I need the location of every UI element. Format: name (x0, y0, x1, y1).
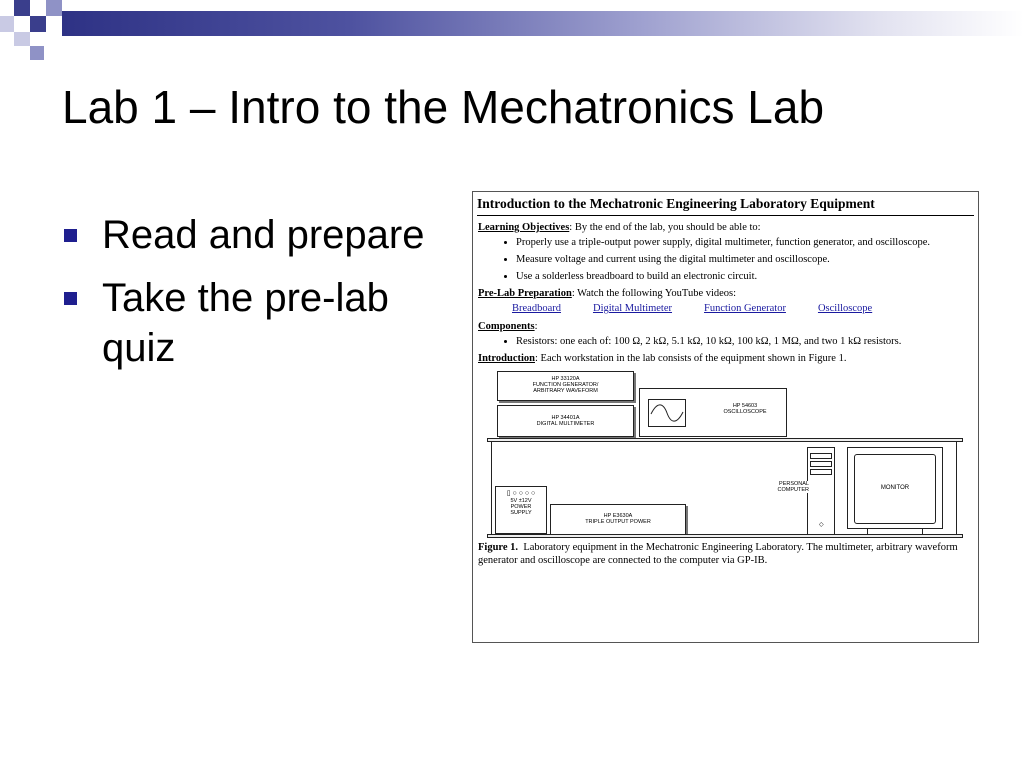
slide-title: Lab 1 – Intro to the Mechatronics Lab (62, 81, 825, 133)
lab-handout-image (472, 191, 979, 643)
objectives-list (473, 236, 978, 283)
prelab-paragraph: Pre-Lab Preparation: Watch the following YouTube videos: (478, 288, 737, 299)
component-item: • Resistors: one each of: 100 Ω, 2 kΩ, 5.1 kΩ, 10 kΩ, 100 kΩ, 1 MΩ, and two 1 kΩ resistors. (516, 335, 978, 348)
workstation-figure (487, 369, 965, 541)
handout-heading: Introduction to the Mechatronic Engineering Laboratory Equipment (477, 196, 875, 211)
heading-divider (477, 215, 974, 216)
bullet-list (62, 210, 452, 386)
header-gradient-bar (62, 11, 1024, 36)
objective-item: • Properly use a triple-output power supply, digital multimeter, function generator, and oscilloscope. (516, 236, 978, 249)
power-supply-knobs-icon: ▯ ○ ○ ○ ○ (506, 490, 536, 497)
deco-square (14, 0, 30, 16)
bullet-item: Read and prepare (62, 210, 452, 260)
video-link-multimeter[interactable]: Digital Multimeter (592, 303, 673, 314)
deco-square (14, 32, 30, 46)
introduction-paragraph: Introduction: Each workstation in the lab consists of the equipment shown in Figure 1. (478, 353, 847, 364)
video-links (512, 303, 978, 314)
deco-square (30, 0, 46, 16)
sine-wave-icon (648, 399, 686, 427)
bullet-item: Take the pre-lab quiz (62, 273, 452, 373)
objective-item: • Measure voltage and current using the digital multimeter and oscilloscope. (516, 253, 978, 266)
deco-square (30, 46, 44, 60)
objectives-paragraph: Learning Objectives: By the end of the lab, you should be able to: (478, 222, 761, 233)
video-link-function-generator[interactable]: Function Generator (704, 303, 786, 314)
square-bullet-icon (64, 229, 77, 242)
figure-caption: Figure 1. Laboratory equipment in the Mechatronic Engineering Laboratory. The multimeter, arbitrary waveform generator and oscilloscope are connected to the computer via GP-IB. (478, 542, 958, 566)
monitor: MONITOR (847, 447, 943, 529)
objective-item: • Use a solderless breadboard to build an electronic circuit. (516, 270, 978, 283)
components-list (473, 335, 978, 348)
power-supply: ▯ ○ ○ ○ ○ 5V ±12V POWER SUPPLY (495, 486, 547, 534)
square-bullet-icon (64, 292, 77, 305)
function-generator: HP 33120A FUNCTION GENERATOR/ ARBITRARY WAVEFORM (497, 371, 634, 401)
video-link-breadboard[interactable]: Breadboard (512, 303, 561, 314)
components-paragraph: Components: (478, 321, 538, 332)
oscilloscope: HP 54603 OSCILLOSCOPE (639, 388, 787, 437)
power-button-icon: ◇ (819, 522, 824, 528)
computer-tower (807, 447, 835, 537)
deco-square (46, 16, 62, 32)
triple-output-supply: HP E3630A TRIPLE OUTPUT POWER (550, 504, 686, 535)
digital-multimeter: HP 34401A DIGITAL MULTIMETER (497, 405, 634, 437)
deco-square (0, 16, 14, 32)
deco-square (30, 16, 46, 32)
bench-floor (487, 534, 963, 538)
deco-square (14, 16, 30, 32)
deco-square (46, 0, 62, 16)
video-link-oscilloscope[interactable]: Oscilloscope (817, 303, 873, 314)
computer-label: PERSONAL COMPUTER (759, 481, 809, 493)
